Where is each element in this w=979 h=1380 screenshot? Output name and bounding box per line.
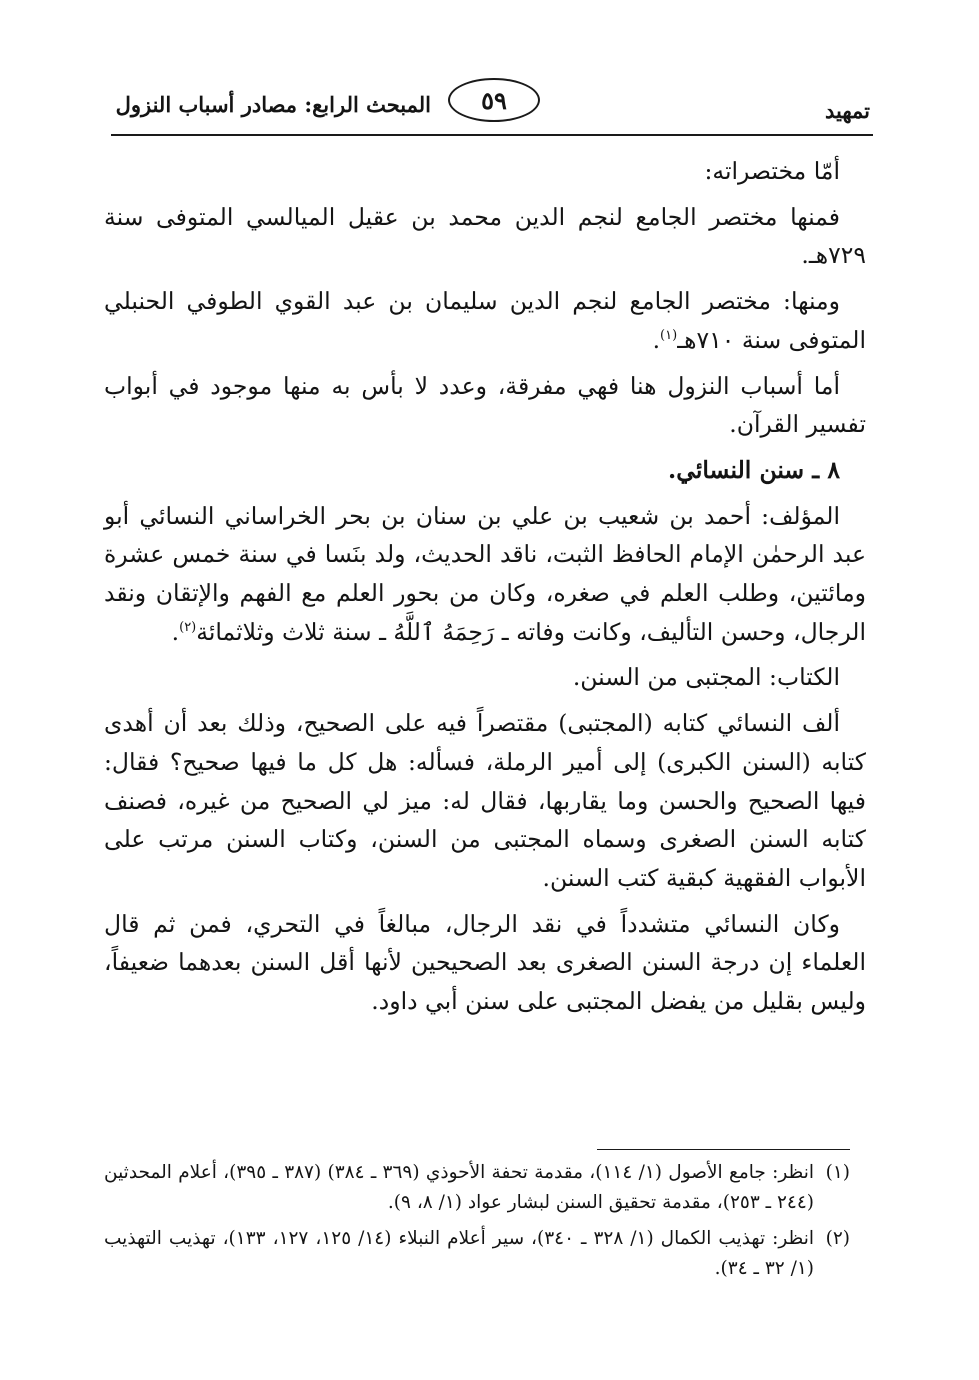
footnote-ref-1: (١)	[660, 327, 678, 343]
chapter-title: تمهيد	[824, 98, 870, 123]
footnote-ref-2: (٢)	[179, 619, 197, 635]
footnote	[104, 1224, 850, 1284]
paragraph-end: .	[652, 325, 661, 354]
running-header	[0, 0, 979, 140]
main-text	[104, 152, 866, 1028]
paragraph: وكان النسائي متشدداً في نقد الرجال، مبالغاً في التحري، فمن ثم قال العلماء إن درجة السنن الصغرى بعد الصحيحين لأنها أقل السنن بعدهما ضعيفاً، وليس بقليل من يفضل المجتبى على سنن أبي داود.	[104, 909, 866, 1016]
page-number: ٥٩	[448, 78, 540, 122]
paragraph-text: ومنها: مختصر الجامع لنجم الدين سليمان بن عبد القوي الطوفي الحنبلي المتوفى سنة ٧١٠هـ	[104, 287, 866, 354]
paragraph: فمنها مختصر الجامع لنجم الدين محمد بن عقيل الميالسي المتوفى سنة ٧٢٩هـ.	[104, 202, 866, 270]
paragraph	[104, 282, 866, 359]
section-heading: ٨ ـ سنن النسائي.	[668, 455, 840, 484]
footnote-number: (٢)	[825, 1228, 850, 1249]
header-rule	[111, 134, 873, 136]
paragraph: الكتاب: المجتبى من السنن.	[572, 663, 840, 692]
section-title: المبحث الرابع: مصادر أسباب النزول	[115, 92, 431, 117]
footnote-text: انظر: تهذيب الكمال (١/ ٣٢٨ ـ ٣٤٠)، سير أعلام النبلاء (١٤/ ١٢٥، ١٢٧، ١٣٣)، تهذيب التهذيب (١/ ٣٢ ـ ٣٤).	[104, 1228, 814, 1279]
paragraph: أما أسباب النزول هنا فهي مفرقة، وعدد لا بأس به منها موجود في أبواب تفسير القرآن.	[104, 371, 866, 439]
footnotes	[104, 1158, 850, 1290]
paragraph	[104, 497, 866, 652]
footnote-separator	[597, 1149, 850, 1150]
footnote-text: انظر: جامع الأصول (١/ ١١٤)، مقدمة تحفة الأحوذي (٣٦٩ ـ ٣٨٤) (٣٨٧ ـ ٣٩٥)، أعلام المحدثين (٢٤٤ ـ ٢٥٣)، مقدمة تحقيق السنن لبشار عواد (١/ ٨، ٩).	[104, 1162, 814, 1213]
footnote-number: (١)	[825, 1162, 850, 1183]
paragraph-end: .	[171, 617, 180, 646]
footnote	[104, 1158, 850, 1218]
paragraph: أمّا مختصراته:	[704, 157, 840, 185]
paragraph: ألف النسائي كتابه (المجتبى) مقتصراً فيه على الصحيح، وذلك بعد أن أهدى كتابه (السنن الكبرى) إلى أمير الرملة، فسأله: هل كل ما فيها صحيح؟ فقال: فيها الصحيح والحسن وما يقاربها، فقال له: ميز لي الصحيح من غيره، فصنف كتابه السنن الصغرى وسماه المجتبى من السنن، وكتاب السنن مرتب على الأبواب الفقهية كبقية كتب السنن.	[104, 709, 866, 892]
paragraph-text: المؤلف: أحمد بن شعيب بن علي بن سنان بن بحر الخراساني النسائي أبو عبد الرحمٰن الإمام الحافظ الثبت، ناقد الحديث، ولد بنَسا في سنة خمس عشرة ومائتين، وطلب العلم في صغره، وكان من بحور العلم مع الفهم والإتقان ونقد الرجال، وحسن التأليف، وكانت وفاته ـ رَحِمَهُ ٱللَّهُ ـ سنة ثلاث وثلاثمائة	[104, 501, 866, 646]
